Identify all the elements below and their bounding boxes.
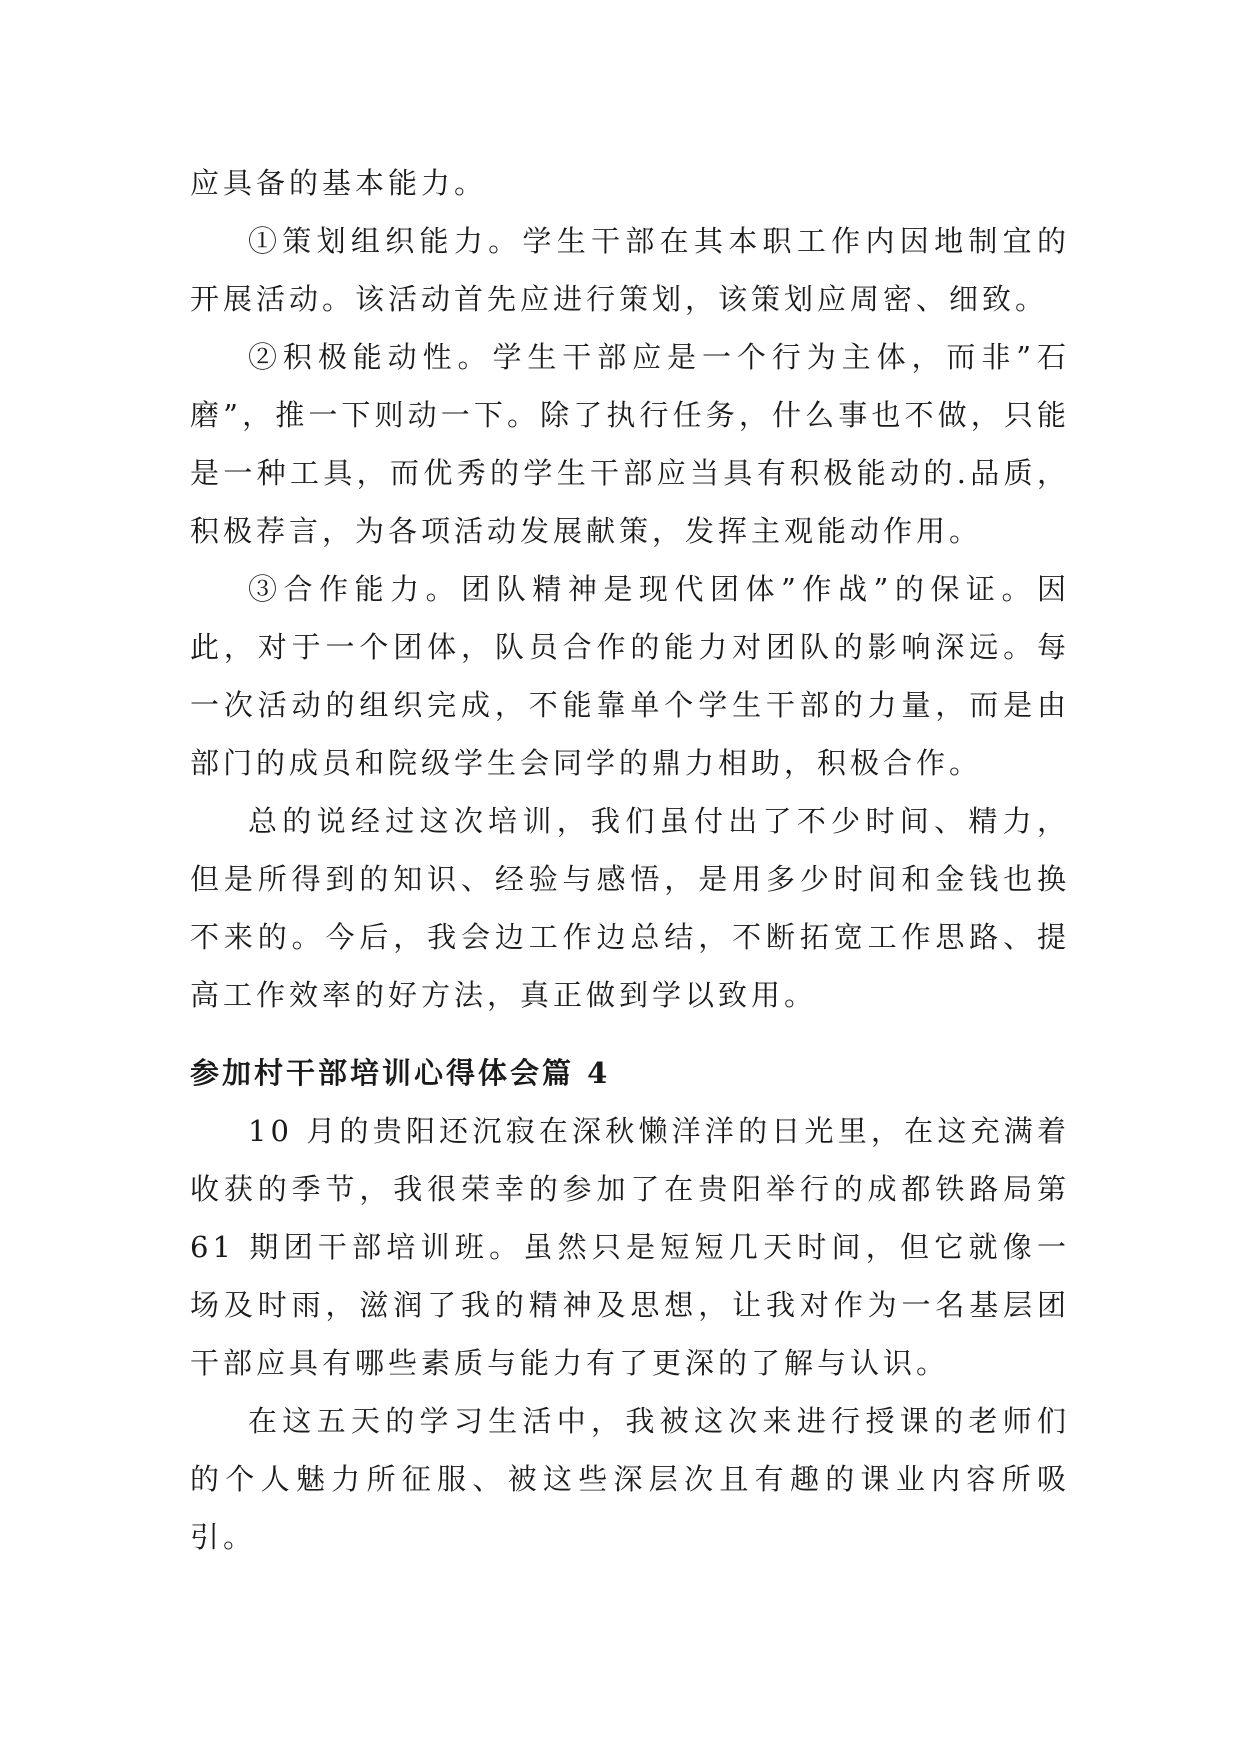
- paragraph-summary: 总的说经过这次培训，我们虽付出了不少时间、精力，但是所得到的知识、经验与感悟，是用多少时间和金钱也换不来的。今后，我会边工作边总结，不断拓宽工作思路、提高工作效率的好方法，真正做到学以致用。: [190, 804, 1070, 1012]
- paragraph-continuation: 应具备的基本能力。: [190, 166, 488, 200]
- section-paragraph-study: 在这五天的学习生活中，我被这次来进行授课的老师们的个人魅力所征服、被这些深层次且有趣的课业内容所吸引。: [190, 1404, 1070, 1554]
- paragraph-initiative: ②积极能动性。学生干部应是一个行为主体，而非”石磨”，推一下则动一下。除了执行任务，什么事也不做，只能是一种工具，而优秀的学生干部应当具有积极能动的.品质，积极荐言，为各项活动发展献策，发挥主观能动作用。: [190, 340, 1070, 548]
- paragraph-planning-ability: ①策划组织能力。学生干部在其本职工作内因地制宜的开展活动。该活动首先应进行策划，该策划应周密、细致。: [190, 224, 1070, 316]
- section-body: [190, 1102, 1070, 1566]
- document-body: [190, 154, 1070, 1024]
- section-paragraph-intro: 10 月的贵阳还沉寂在深秋懒洋洋的日光里，在这充满着收获的季节，我很荣幸的参加了在贵阳举行的成都铁路局第 61 期团干部培训班。虽然只是短短几天时间，但它就像一场及时雨，滋润了我的精神及思想，让我对作为一名基层团干部应具有哪些素质与能力有了更深的了解与认识。: [190, 1114, 1070, 1380]
- paragraph-cooperation: ③合作能力。团队精神是现代团体”作战”的保证。因此，对于一个团体，队员合作的能力对团队的影响深远。每一次活动的组织完成，不能靠单个学生干部的力量，而是由部门的成员和院级学生会同学的鼎力相助，积极合作。: [190, 572, 1070, 780]
- section-heading: 参加村干部培训心得体会篇 4: [190, 1056, 611, 1090]
